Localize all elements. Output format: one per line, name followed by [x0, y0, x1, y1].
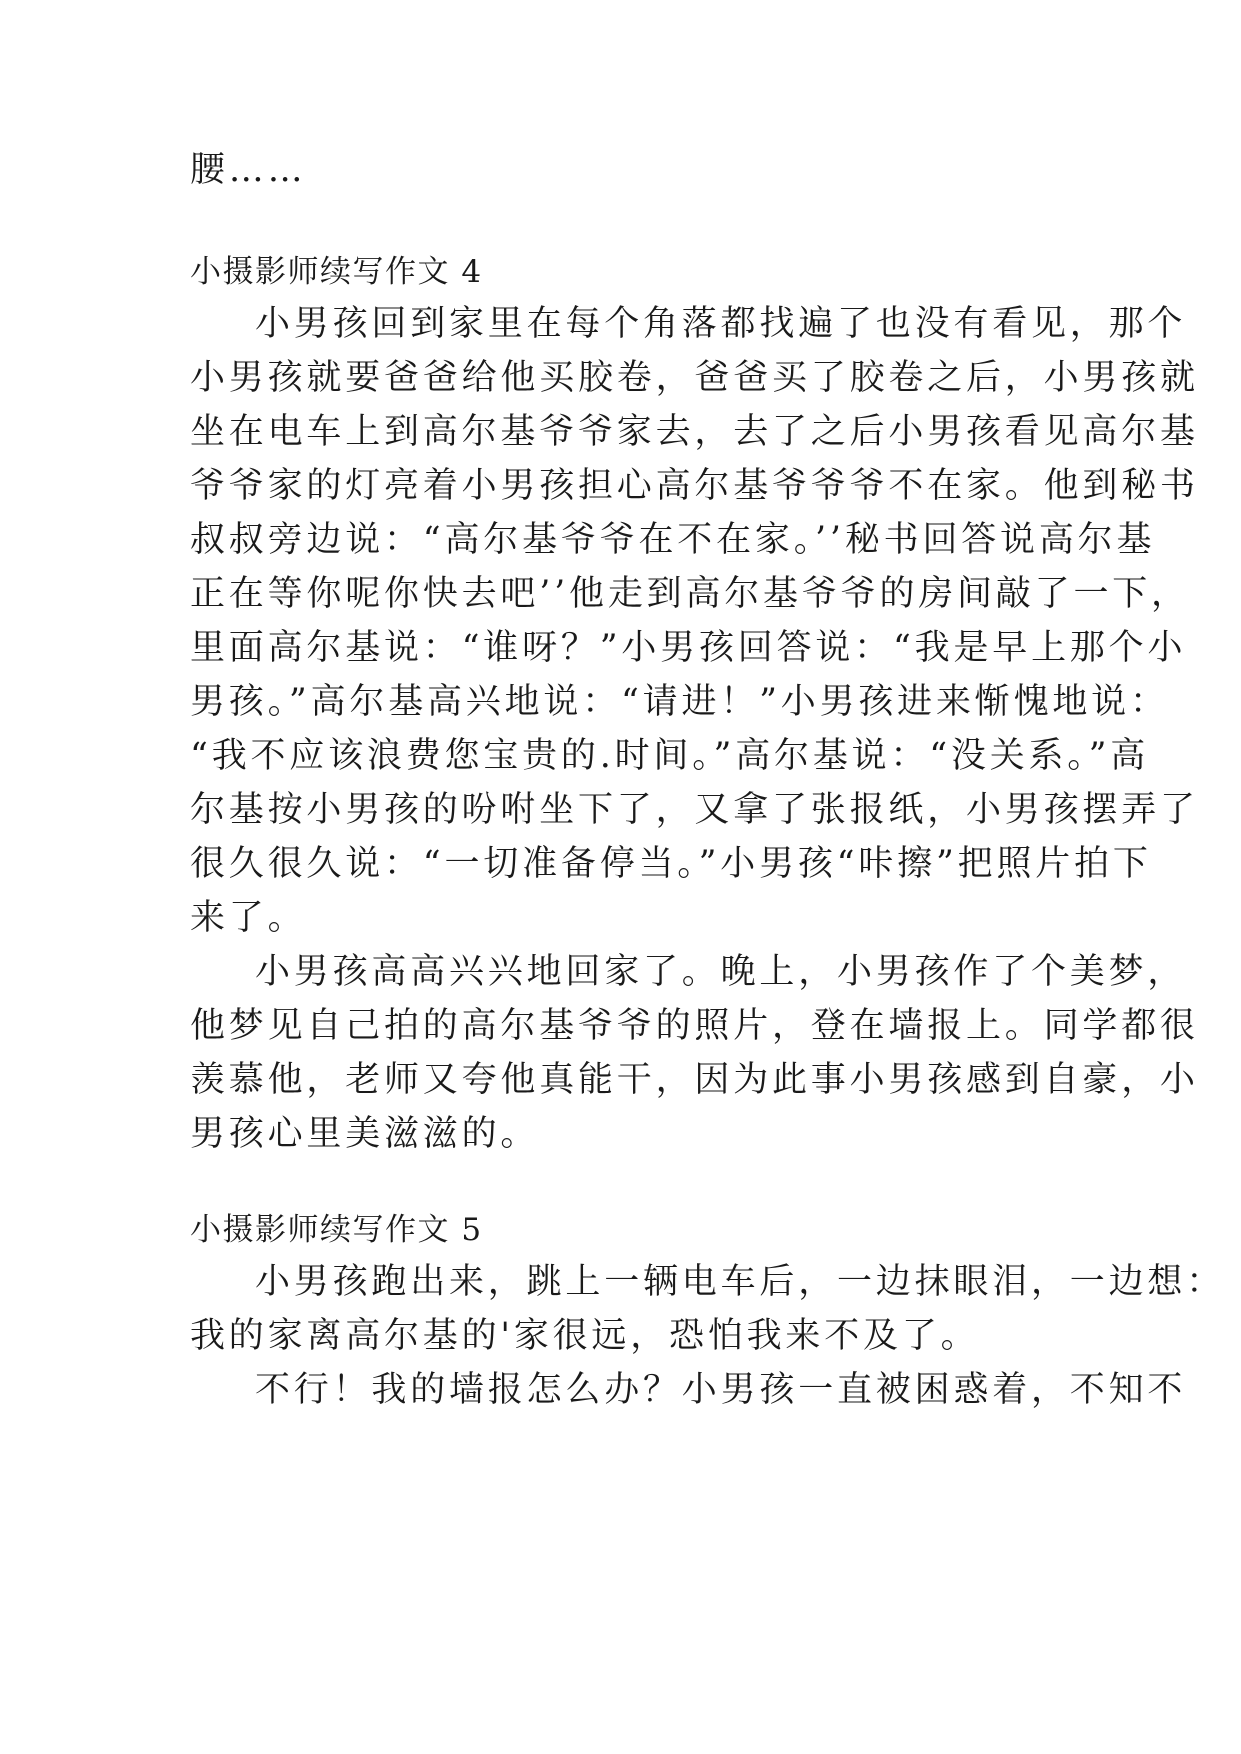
paragraph-line: 小男孩跑出来，跳上一辆电车后，一边抹眼泪，一边想： — [255, 1262, 1226, 1302]
section-heading: 小摄影师续写作文 4 — [190, 254, 483, 290]
paragraph-line: 里面高尔基说：“谁呀？”小男孩回答说：“我是早上那个小 — [190, 628, 1187, 668]
paragraph-line: 不行！我的墙报怎么办？小男孩一直被困惑着，不知不 — [255, 1370, 1187, 1410]
text-line: 腰…… — [190, 150, 307, 190]
section-heading: 小摄影师续写作文 5 — [190, 1212, 483, 1248]
paragraph-line: 男孩。”高尔基高兴地说：“请进！”小男孩进来惭愧地说： — [190, 682, 1169, 722]
paragraph-line: 叔叔旁边说：“高尔基爷爷在不在家。’’秘书回答说高尔基 — [190, 520, 1156, 560]
paragraph-line: 男孩心里美滋滋的。 — [190, 1114, 540, 1154]
paragraph-line: 小男孩高高兴兴地回家了。晚上，小男孩作了个美梦， — [255, 952, 1187, 992]
paragraph-line: 小男孩回到家里在每个角落都找遍了也没有看见，那个 — [255, 304, 1187, 344]
paragraph-line: 爷爷家的灯亮着小男孩担心高尔基爷爷爷不在家。他到秘书 — [190, 466, 1199, 506]
paragraph-line: 很久很久说：“一切准备停当。”小男孩“咔擦”把照片拍下 — [190, 844, 1152, 884]
paragraph-line: 羡慕他，老师又夸他真能干，因为此事小男孩感到自豪，小 — [190, 1060, 1199, 1100]
paragraph-line: 他梦见自己拍的高尔基爷爷的照片，登在墙报上。同学都很 — [190, 1006, 1199, 1046]
paragraph-line: 尔基按小男孩的吩咐坐下了，又拿了张报纸，小男孩摆弄了 — [190, 790, 1199, 830]
paragraph-line: 正在等你呢你快去吧’’他走到高尔基爷爷的房间敲了一下， — [190, 574, 1190, 614]
paragraph-line: 我的家离高尔基的'家很远，恐怕我来不及了。 — [190, 1316, 980, 1356]
paragraph-line: 坐在电车上到高尔基爷爷家去，去了之后小男孩看见高尔基 — [190, 412, 1199, 452]
paragraph-line: 来了。 — [190, 898, 307, 938]
paragraph-line: 小男孩就要爸爸给他买胶卷，爸爸买了胶卷之后，小男孩就 — [190, 358, 1199, 398]
paragraph-line: “我不应该浪费您宝贵的.时间。”高尔基说：“没关系。”高 — [190, 736, 1150, 776]
